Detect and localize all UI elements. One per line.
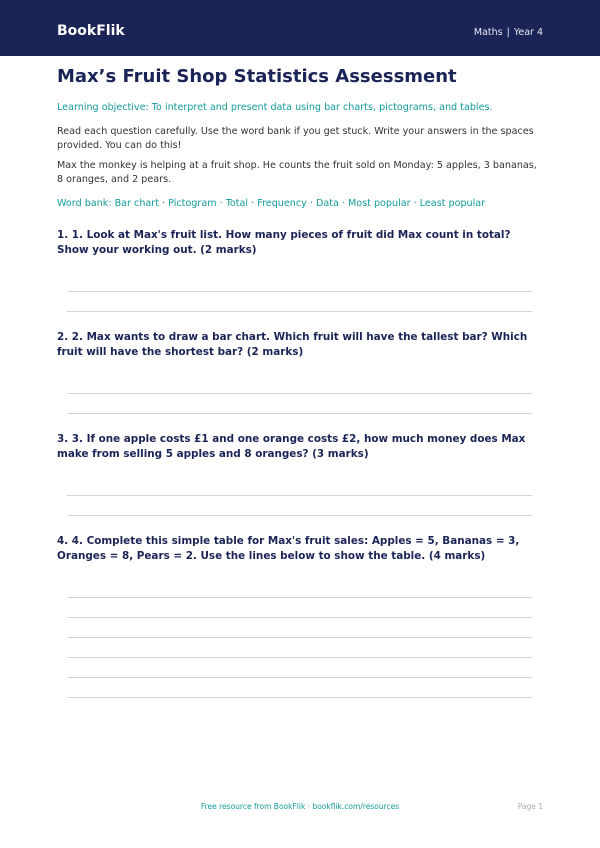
learning-objective: Learning objective: To interpret and present data using bar charts, pictograms, and tables. <box>57 102 493 113</box>
question-3: 3. 3. If one apple costs £1 and one orange costs £2, how much money does Max make from selling 5 apples and 8 oranges? (3 marks) <box>57 433 526 460</box>
meta-separator: | <box>506 27 510 38</box>
instructions-text: Read each question carefully. Use the word bank if you get stuck. Write your answers in the spaces provided. You can do this! <box>57 126 534 151</box>
page-title: Max’s Fruit Shop Statistics Assessment <box>57 66 457 87</box>
year-label: Year 4 <box>513 27 543 38</box>
word-bank: Word bank: Bar chart · Pictogram · Total · Frequency · Data · Most popular · Least popular <box>57 198 486 209</box>
answer-line[interactable] <box>67 617 532 618</box>
answer-line[interactable] <box>67 495 532 496</box>
answer-line[interactable] <box>67 597 532 598</box>
page-header <box>0 0 600 56</box>
question-2: 2. 2. Max wants to draw a bar chart. Which fruit will have the tallest bar? Which fruit will have the shortest bar? (2 marks) <box>57 331 528 358</box>
subject-meta <box>474 27 543 38</box>
scenario-text: Max the monkey is helping at a fruit shop. He counts the fruit sold on Monday: 5 apples, 3 bananas, 8 oranges, and 2 pears. <box>57 160 537 185</box>
answer-line[interactable] <box>67 291 532 292</box>
question-4: 4. 4. Complete this simple table for Max's fruit sales: Apples = 5, Bananas = 3, Oranges = 8, Pears = 2. Use the lines below to show the table. (4 marks) <box>57 535 520 562</box>
answer-line[interactable] <box>67 657 532 658</box>
footer-credit: Free resource from BookFlik · bookflik.com/resources <box>200 802 400 811</box>
answer-line[interactable] <box>67 697 532 698</box>
question-1: 1. 1. Look at Max's fruit list. How many pieces of fruit did Max count in total? Show your working out. (2 marks) <box>57 229 511 256</box>
answer-line[interactable] <box>67 677 532 678</box>
answer-line[interactable] <box>67 311 532 312</box>
page-number: Page 1 <box>517 802 543 811</box>
answer-line[interactable] <box>67 413 532 414</box>
answer-line[interactable] <box>67 515 532 516</box>
answer-line[interactable] <box>67 637 532 638</box>
answer-line[interactable] <box>67 393 532 394</box>
brand-logo: BookFlik <box>57 23 125 39</box>
subject-label: Maths <box>473 27 503 38</box>
